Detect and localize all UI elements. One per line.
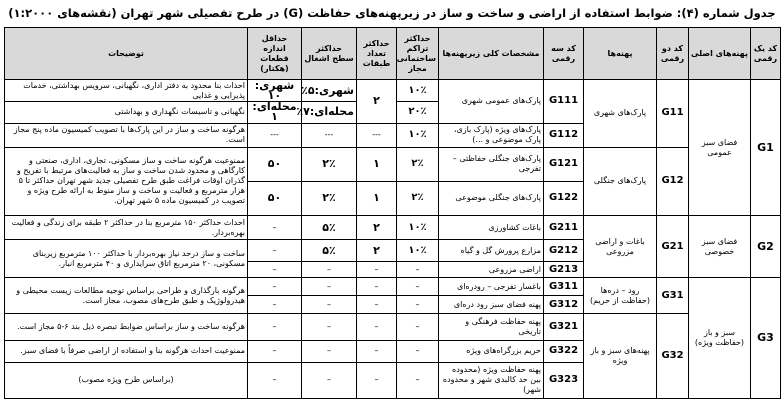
code-g321: G321 — [544, 314, 584, 340]
note-g112: هرگونه ساخت و ساز در این پارک‌ها با تصویب کمیسیون ماده پنج مجاز است. — [5, 123, 248, 147]
coverage-g211: ۵٪ — [302, 215, 357, 239]
code-g32: G32 — [657, 314, 689, 399]
floors-g112: --- — [357, 123, 397, 147]
table-row — [5, 314, 781, 340]
code-g121: G121 — [544, 147, 584, 181]
spec-g323: پهنه حفاظت ویژه (محدوده بین حد کالبدی شهر و محدوده شهر) — [439, 362, 544, 398]
plot-g121: ۵۰ — [248, 147, 302, 181]
code-g322: G322 — [544, 340, 584, 362]
coverage-g212: ۵٪ — [302, 240, 357, 262]
zone-g31: رود – دره‌ها (حفاظت از حریم) — [584, 278, 657, 314]
density-g111-a: ۱۰٪ — [397, 80, 439, 102]
coverage-g111-a: شهری:۵٪ — [302, 80, 357, 102]
header-code1: کد یک رقمی — [751, 28, 781, 80]
plot-g111-a: شهری: ۱۰ — [248, 80, 302, 102]
coverage-g213: – — [302, 262, 357, 278]
floors-g311: – — [357, 278, 397, 296]
zone-g32: پهنه‌های سبز و باز ویژه — [584, 314, 657, 399]
code-g312: G312 — [544, 296, 584, 314]
note-g31: هرگونه بارگذاری و طراحی براساس توجیه مطالعات زیست محیطی و هیدرولوژیک و طبق طرح‌های مصوب، مجاز است. — [5, 278, 248, 314]
plot-g213: – — [248, 262, 302, 278]
header-code3: کد سه رقمی — [544, 28, 584, 80]
coverage-g323: – — [302, 362, 357, 398]
floors-g321: – — [357, 314, 397, 340]
plot-g122: ۵۰ — [248, 181, 302, 215]
header-coverage: حداکثر سطح اشغال — [302, 28, 357, 80]
floors-g323: – — [357, 362, 397, 398]
density-g213: – — [397, 262, 439, 278]
zone-g1: فضای سبز عمومی — [689, 80, 751, 216]
code-g12: G12 — [657, 147, 689, 215]
spec-g312: پهنه فضای سبز رود دره‌ای — [439, 296, 544, 314]
code-g11: G11 — [657, 80, 689, 147]
spec-g111: پارک‌های عمومی شهری — [439, 80, 544, 123]
header-floors: حداکثر تعداد طبقات — [357, 28, 397, 80]
spec-g211: باغات کشاورزی — [439, 215, 544, 239]
coverage-g121: ۲٪ — [302, 147, 357, 181]
header-main-zone: پهنه‌های اصلی — [689, 28, 751, 80]
code-g111: G111 — [544, 80, 584, 123]
table-title: جدول شماره (۴): ضوابط استفاده از اراضی و ساخت و ساز در زیرپهنه‌های حفاظت (G) در طرح تفصیلی شهر تهران (نقشه‌های ۱:۲۰۰۰) — [8, 6, 776, 20]
spec-g121: پارک‌های جنگلی حفاظتی – تفرجی — [439, 147, 544, 181]
coverage-g311: – — [302, 278, 357, 296]
density-g212: ۱۰٪ — [397, 240, 439, 262]
plot-g311: – — [248, 278, 302, 296]
spec-g213: اراضی مزروعی — [439, 262, 544, 278]
zone-g11: پارک‌های شهری — [584, 80, 657, 147]
zone-g2: فضای سبز خصوصی — [689, 215, 751, 277]
header-notes: توضیحات — [5, 28, 248, 80]
header-row — [5, 28, 781, 80]
coverage-g111-b: محله‌ای:۷٪ — [302, 102, 357, 123]
plot-g212: – — [248, 240, 302, 262]
note-g111-a: احداث بنا محدود به دفتر اداری، نگهبانی، سرویس بهداشتی، خدمات پذیرایی و غذایی — [5, 80, 248, 102]
plot-g312: – — [248, 296, 302, 314]
code-g31: G31 — [657, 278, 689, 314]
code-g122: G122 — [544, 181, 584, 215]
header-density: حداکثر تراکم ساختمانی مجاز — [397, 28, 439, 80]
code-g1: G1 — [751, 80, 781, 216]
code-g311: G311 — [544, 278, 584, 296]
zone-g3: سبز و باز (حفاظت ویژه) — [689, 278, 751, 399]
code-g2: G2 — [751, 215, 781, 277]
density-g122: ۲٪ — [397, 181, 439, 215]
plot-g322: – — [248, 340, 302, 362]
floors-g322: – — [357, 340, 397, 362]
note-g111-b: نگهبانی و تاسیسات نگهداری و بهداشتی — [5, 102, 248, 123]
regulations-table-wrapper — [4, 27, 780, 399]
floors-g122: ۱ — [357, 181, 397, 215]
zone-g21: باغات و اراضی مزروعی — [584, 215, 657, 277]
plot-g211: – — [248, 215, 302, 239]
density-g322: – — [397, 340, 439, 362]
density-g121: ۲٪ — [397, 147, 439, 181]
note-g323: (براساس طرح ویژه مصوب) — [5, 362, 248, 398]
header-code2: کد دو رقمی — [657, 28, 689, 80]
regulations-table — [4, 27, 781, 399]
density-g211: ۱۰٪ — [397, 215, 439, 239]
code-g213: G213 — [544, 262, 584, 278]
header-min-plot: حداقل اندازه قطعات (هکتار) — [248, 28, 302, 80]
coverage-g122: ۲٪ — [302, 181, 357, 215]
code-g212: G212 — [544, 240, 584, 262]
density-g111-b: ۲۰٪ — [397, 102, 439, 123]
plot-g321: – — [248, 314, 302, 340]
note-g321: هرگونه ساخت و ساز براساس ضوابط تبصره ذیل بند ۶-۵ مجاز است. — [5, 314, 248, 340]
spec-g212: مزارع پرورش گل و گیاه — [439, 240, 544, 262]
note-g322: ممنوعیت احداث هرگونه بنا و استفاده از اراضی صرفاً با فضای سبز. — [5, 340, 248, 362]
plot-g111-b: محله‌ای: ۱ — [248, 102, 302, 123]
floors-g121: ۱ — [357, 147, 397, 181]
code-g211: G211 — [544, 215, 584, 239]
note-g211: احداث حداکثر ۱۵۰ مترمربع بنا در حداکثر ۲ طبقه برای زندگی و فعالیت بهره‌بردار. — [5, 215, 248, 239]
spec-g112: پارک‌های ویژه (پارک بازی، پارک موضوعی و ...) — [439, 123, 544, 147]
plot-g112: --- — [248, 123, 302, 147]
note-g212: ساخت و ساز درحد نیاز بهره‌بردار با حداکثر ۱۰۰ مترمربع زیربنای مسکونی، ۲۰ مترمربع اتاق سرایداری و ۴۰ مترمربع انبار. — [5, 240, 248, 278]
spec-g321: پهنه حفاظت فرهنگی و تاریخی — [439, 314, 544, 340]
coverage-g322: – — [302, 340, 357, 362]
density-g321: – — [397, 314, 439, 340]
table-row — [5, 80, 781, 102]
coverage-g312: – — [302, 296, 357, 314]
spec-g322: حریم بزرگراه‌های ویژه — [439, 340, 544, 362]
spec-g122: پارک‌های جنگلی موضوعی — [439, 181, 544, 215]
table-row — [5, 215, 781, 239]
floors-g312: – — [357, 296, 397, 314]
coverage-g112: --- — [302, 123, 357, 147]
density-g323: – — [397, 362, 439, 398]
density-g311: – — [397, 278, 439, 296]
code-g3: G3 — [751, 278, 781, 399]
code-g112: G112 — [544, 123, 584, 147]
header-spec: مشخصات کلی زیرپهنه‌ها — [439, 28, 544, 80]
zone-g12: پارک‌های جنگلی — [584, 147, 657, 215]
header-zones: پهنه‌ها — [584, 28, 657, 80]
table-row — [5, 147, 781, 181]
note-g12: ممنوعیت هرگونه ساخت و ساز مسکونی، تجاری، اداری، صنعتی و کارگاهی و محدود شدن ساخت و ساز به فعالیت‌های مرتبط با تفریح و گذران اوقات فراغت طبق طرح تفصیلی جدید شهر تهران حداکثر تا ۵ هزار مترمربع و فعالیت و ساخت و ساز منوط به ارائه طرح ویژه و تصویب در کمیسیون ماده ۵ شهر تهران. — [5, 147, 248, 215]
spec-g311: باغسار تفرجی – رودره‌ای — [439, 278, 544, 296]
plot-g323: – — [248, 362, 302, 398]
floors-g211: ۲ — [357, 215, 397, 239]
density-g312: – — [397, 296, 439, 314]
code-g21: G21 — [657, 215, 689, 277]
table-row — [5, 278, 781, 296]
density-g112: ۱۰٪ — [397, 123, 439, 147]
floors-g111: ۲ — [357, 80, 397, 123]
coverage-g321: – — [302, 314, 357, 340]
floors-g212: ۲ — [357, 240, 397, 262]
floors-g213: – — [357, 262, 397, 278]
code-g323: G323 — [544, 362, 584, 398]
